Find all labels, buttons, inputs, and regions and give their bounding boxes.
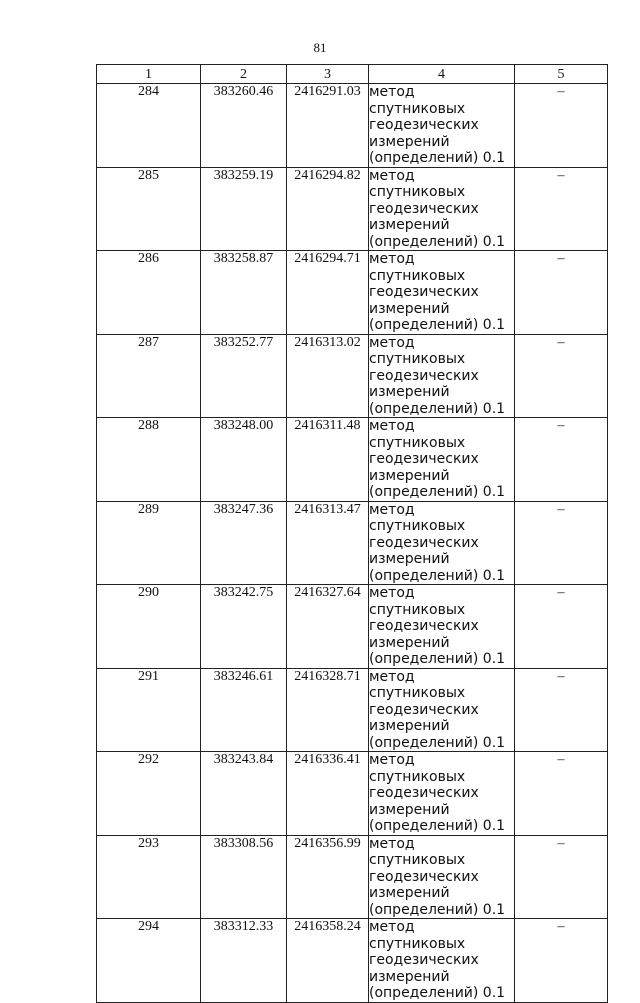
point-number-cell: 291 (97, 668, 201, 752)
y-coordinate-cell: 2416356.99 (287, 835, 369, 919)
point-number-cell: 285 (97, 167, 201, 251)
x-coordinate-cell: 383243.84 (201, 752, 287, 836)
note-cell: – (515, 835, 608, 919)
point-number-cell: 288 (97, 418, 201, 502)
coordinates-table (96, 64, 608, 1003)
x-coordinate-cell: 383252.77 (201, 334, 287, 418)
x-coordinate-cell: 383259.19 (201, 167, 287, 251)
y-coordinate-cell: 2416327.64 (287, 585, 369, 669)
y-coordinate-cell: 2416294.71 (287, 251, 369, 335)
table-row (97, 84, 608, 168)
point-number-cell: 286 (97, 251, 201, 335)
method-cell: метод спутниковых геодезических измерений (определений) 0.1 (369, 752, 515, 836)
table-row (97, 251, 608, 335)
method-cell: метод спутниковых геодезических измерений (определений) 0.1 (369, 668, 515, 752)
column-header: 3 (287, 65, 369, 84)
note-cell: – (515, 752, 608, 836)
point-number-cell: 287 (97, 334, 201, 418)
method-cell: метод спутниковых геодезических измерений (определений) 0.1 (369, 585, 515, 669)
method-cell: метод спутниковых геодезических измерений (определений) 0.1 (369, 501, 515, 585)
note-cell: – (515, 167, 608, 251)
column-header: 1 (97, 65, 201, 84)
note-cell: – (515, 84, 608, 168)
table-body (97, 84, 608, 1003)
y-coordinate-cell: 2416328.71 (287, 668, 369, 752)
table-row (97, 334, 608, 418)
method-cell: метод спутниковых геодезических измерений (определений) 0.1 (369, 919, 515, 1003)
x-coordinate-cell: 383246.61 (201, 668, 287, 752)
method-cell: метод спутниковых геодезических измерений (определений) 0.1 (369, 334, 515, 418)
note-cell: – (515, 919, 608, 1003)
table-row (97, 835, 608, 919)
table-row (97, 167, 608, 251)
y-coordinate-cell: 2416291.03 (287, 84, 369, 168)
x-coordinate-cell: 383312.33 (201, 919, 287, 1003)
x-coordinate-cell: 383242.75 (201, 585, 287, 669)
column-header: 2 (201, 65, 287, 84)
page-number: 81 (313, 40, 327, 55)
y-coordinate-cell: 2416313.02 (287, 334, 369, 418)
table-row (97, 418, 608, 502)
point-number-cell: 284 (97, 84, 201, 168)
note-cell: – (515, 668, 608, 752)
y-coordinate-cell: 2416358.24 (287, 919, 369, 1003)
point-number-cell: 289 (97, 501, 201, 585)
note-cell: – (515, 418, 608, 502)
y-coordinate-cell: 2416294.82 (287, 167, 369, 251)
x-coordinate-cell: 383260.46 (201, 84, 287, 168)
y-coordinate-cell: 2416311.48 (287, 418, 369, 502)
point-number-cell: 290 (97, 585, 201, 669)
point-number-cell: 294 (97, 919, 201, 1003)
table-row (97, 919, 608, 1003)
x-coordinate-cell: 383258.87 (201, 251, 287, 335)
note-cell: – (515, 585, 608, 669)
y-coordinate-cell: 2416313.47 (287, 501, 369, 585)
method-cell: метод спутниковых геодезических измерений (определений) 0.1 (369, 835, 515, 919)
point-number-cell: 293 (97, 835, 201, 919)
note-cell: – (515, 501, 608, 585)
method-cell: метод спутниковых геодезических измерений (определений) 0.1 (369, 167, 515, 251)
note-cell: – (515, 251, 608, 335)
table-header-row (97, 65, 608, 84)
point-number-cell: 292 (97, 752, 201, 836)
table-row (97, 501, 608, 585)
x-coordinate-cell: 383247.36 (201, 501, 287, 585)
table-row (97, 752, 608, 836)
table-row (97, 585, 608, 669)
column-header: 4 (369, 65, 515, 84)
method-cell: метод спутниковых геодезических измерений (определений) 0.1 (369, 418, 515, 502)
x-coordinate-cell: 383248.00 (201, 418, 287, 502)
method-cell: метод спутниковых геодезических измерений (определений) 0.1 (369, 84, 515, 168)
y-coordinate-cell: 2416336.41 (287, 752, 369, 836)
column-header: 5 (515, 65, 608, 84)
note-cell: – (515, 334, 608, 418)
x-coordinate-cell: 383308.56 (201, 835, 287, 919)
method-cell: метод спутниковых геодезических измерений (определений) 0.1 (369, 251, 515, 335)
table-row (97, 668, 608, 752)
